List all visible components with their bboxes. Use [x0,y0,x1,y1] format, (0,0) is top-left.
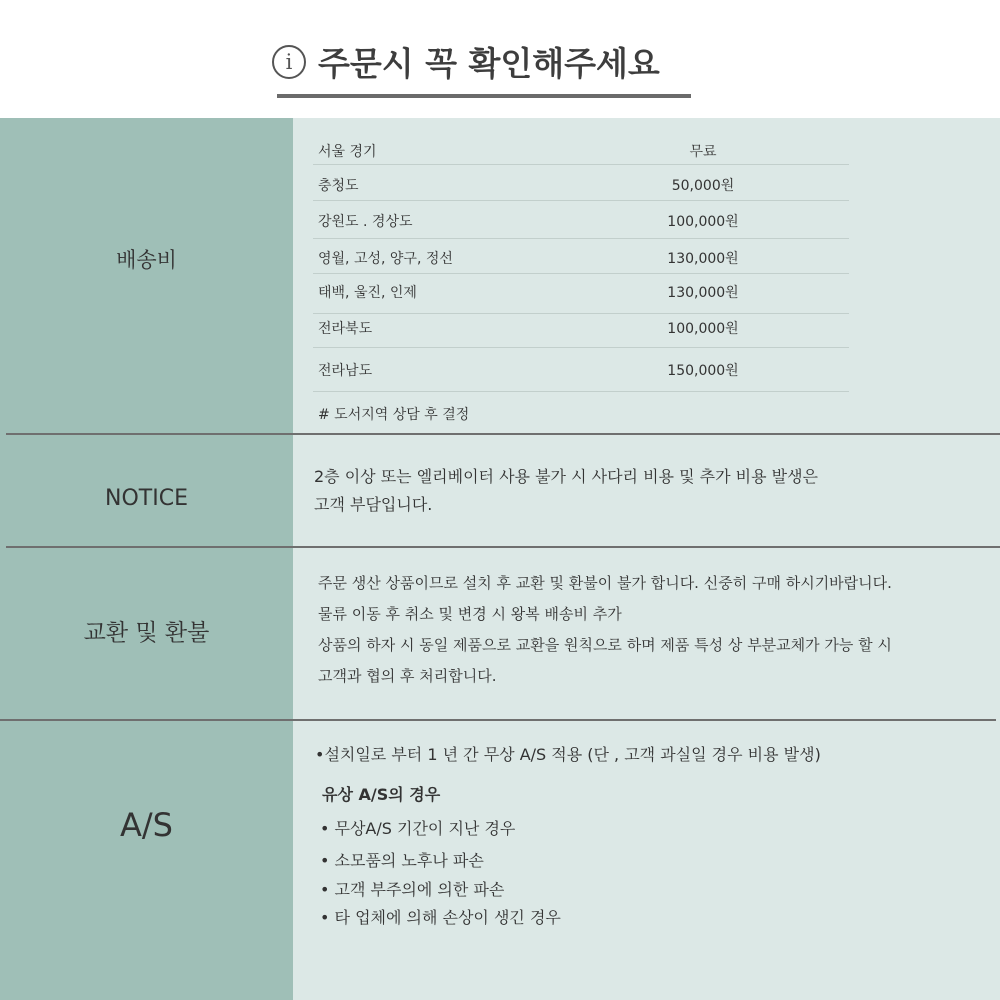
page-title: 주문시 꼭 확인해주세요 [318,44,660,83]
section-label-notice: NOTICE [105,486,188,511]
notice-line: 고객 부담입니다. [314,495,433,514]
shipping-price: 100,000원 [667,321,739,337]
shipping-price: 130,000원 [667,251,739,267]
exchange-line: 물류 이동 후 취소 및 변경 시 왕복 배송비 추가 [318,605,622,623]
table-row [313,165,849,201]
info-circle-icon: i [272,45,306,79]
table-row [313,314,849,348]
shipping-note: # 도서지역 상담 후 결정 [318,407,470,423]
notice-line: 2층 이상 또는 엘리베이터 사용 불가 시 사다리 비용 및 추가 비용 발생은 [314,467,818,486]
shipping-region: 강원도 . 경상도 [318,214,413,230]
divider-notice-exchange [6,546,1000,548]
as-warranty: •설치일로 부터 1 년 간 무상 A/S 적용 (단 , 고객 과실일 경우 비용 발생) [315,745,821,764]
as-paid-item: • 소모품의 노후나 파손 [320,851,484,870]
shipping-region: 태백, 울진, 인제 [318,285,417,301]
shipping-price: 무료 [689,144,717,160]
shipping-price: 50,000원 [671,178,735,194]
shipping-region: 영월, 고성, 양구, 정선 [318,251,453,267]
shipping-region: 전라남도 [318,363,373,379]
exchange-line: 고객과 협의 후 처리합니다. [318,667,497,685]
table-row [313,201,849,239]
shipping-price: 100,000원 [667,214,739,230]
table-row [313,274,849,314]
shipping-region: 서울 경기 [318,144,377,160]
as-paid-item: • 고객 부주의에 의한 파손 [320,880,505,899]
divider-exchange-as [0,719,996,721]
table-row [313,348,849,392]
section-label-shipping: 배송비 [116,248,177,272]
table-row [313,134,849,165]
table-row [313,239,849,274]
shipping-region: 충청도 [318,178,359,194]
header [0,0,1000,118]
shipping-price: 150,000원 [667,363,739,379]
title-wrap [272,38,660,85]
as-paid-item: • 무상A/S 기간이 지난 경우 [320,819,516,838]
as-paid-title: 유상 A/S의 경우 [322,785,441,804]
divider-shipping-notice [6,433,1000,435]
title-underline [277,94,691,98]
shipping-price: 130,000원 [667,285,739,301]
exchange-line: 주문 생산 상품이므로 설치 후 교환 및 환불이 불가 합니다. 신중히 구매 하시기바랍니다. [318,574,892,592]
shipping-region: 전라북도 [318,321,373,337]
exchange-line: 상품의 하자 시 동일 제품으로 교환을 원칙으로 하며 제품 특성 상 부분교체가 가능 할 시 [318,636,892,654]
section-label-exchange: 교환 및 환불 [83,620,210,646]
as-paid-item: • 타 업체에 의해 손상이 생긴 경우 [320,908,561,927]
section-label-as: A/S [120,806,173,844]
